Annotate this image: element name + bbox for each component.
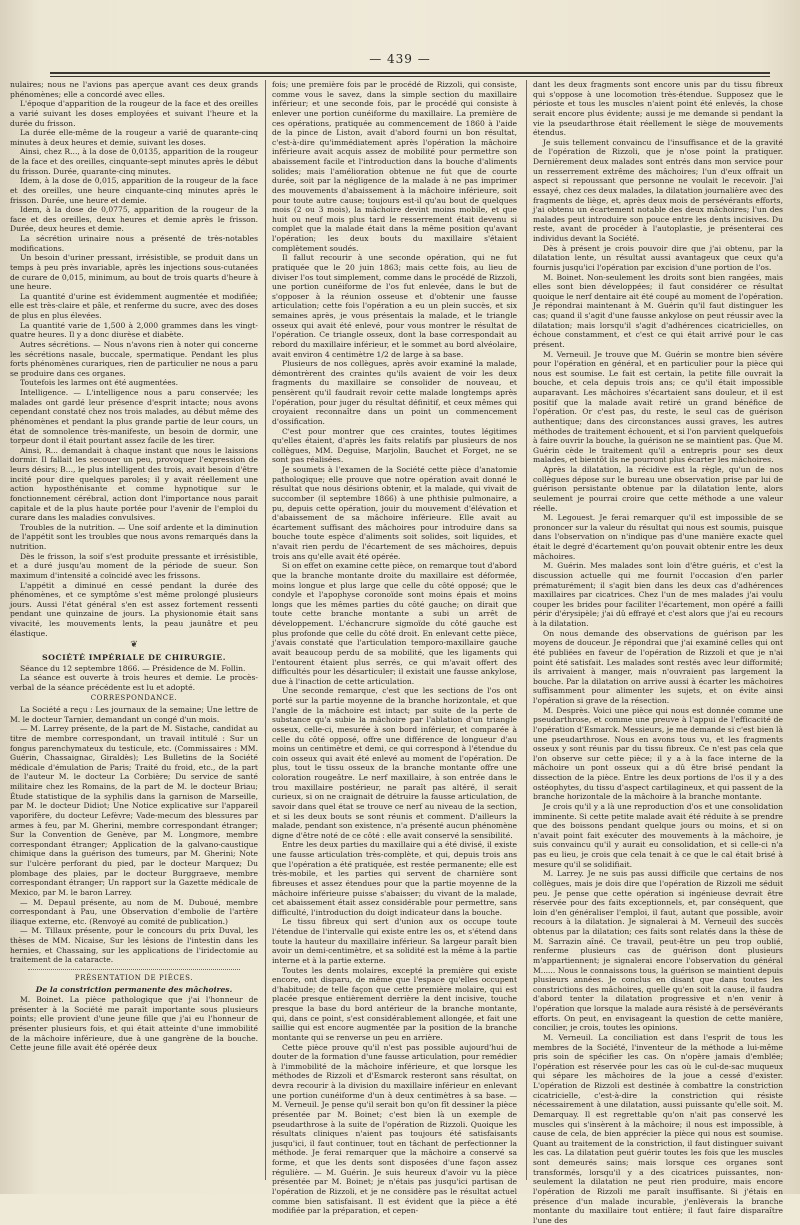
- paragraph: La séance est ouverte à trois heures et demie. Le procès-verbal de la séance précédente est lu et adopté.: [10, 673, 258, 692]
- column-3: [533, 80, 783, 1225]
- section-title: SOCIÉTÉ IMPÉRIALE DE CHIRURGIE.: [42, 652, 226, 662]
- paragraph: L'appétit a diminué en cessé pendant la durée des phénomènes, et ce symptôme s'est même prolongé plusieurs jours. Aussi l'état général s'en est assez fortement ressenti pendant une quinzaine de jours. La physionomie était sans vivacité, les mouvements lents, la peau jaunâtre et peu élastique.: [10, 580, 258, 638]
- paragraph: C'est pour montrer que ces craintes, toutes légitimes qu'elles étaient, d'après les faits relatifs par plusieurs de nos collègues, MM. Deguise, Marjolin, Bauchet et Forget, ne se sont pas réalisées.: [272, 426, 517, 465]
- header-rule-thin: [50, 76, 770, 77]
- paragraph: M. Boinet. Non-seulement les droits sont bien rangées, mais elles sont bien développées; il faut considérer ce résultat quoique le nerf dentaire ait été coupé au moment de l'opération. Je répondrai maintenant à M. Guérin qu'il faut distinguer les cas; quand il s'agit d'une fausse ankylose on peut réussir avec la dilatation; mais lorsqu'il s'agit d'adhérences cicatricielles, on échoue constamment, et c'est ce qui était arrivé pour le cas présent.: [533, 272, 783, 349]
- paragraph: Troubles de la nutrition. — Une soif ardente et la diminution de l'appétit sont les troubles que nous avons remarqués dans la nutrition.: [10, 522, 258, 551]
- paragraph: nulaires; nous ne l'avions pas aperçue avant ces deux grands phénomènes; elle a concordé avec elles.: [10, 80, 258, 99]
- paragraph: Séance du 12 septembre 1866. — Présidence de M. Follin.: [20, 663, 246, 673]
- paragraph: M. Guérin. Mes malades sont loin d'être guéris, et c'est la discussion actuelle qui me fournit l'occasion d'en parler prématurément; il s'agit bien dans les deux cas d'adhérences maxillaires par cicatrices. Chez l'un de mes malades j'ai voulu couper les brides pour faciliter l'écartement, mon opéré a failli périr d'érysipèle; j'ai dû effrayé et c'est alors que j'ai eu recours à la dilatation.: [533, 561, 783, 628]
- paragraph: Plusieurs de nos collègues, après avoir examiné la malade, démontrèrent des craintes qu'ils avaient de voir les deux fragments du maxillaire se consolider de nouveau, et pensèrent qu'il faudrait revoir cette malade longtemps après l'opération, pour juger du résultat définitif, et ceux mêmes qui croyaient reconnaître dans un point un commencement d'ossification.: [272, 359, 517, 426]
- paragraph: Un besoin d'uriner pressant, irrésistible, se produit dans un temps à peu près invariable, après les injections sous-cutanées de curare de 0,015, minimum, au bout de trois quarts d'heure à une heure.: [10, 253, 258, 292]
- column-2: [272, 80, 517, 1216]
- paragraph: La Société a reçu : Les journaux de la semaine; Une lettre de M. le docteur Tarnier, demandant un congé d'un mois.: [10, 705, 258, 724]
- paragraph: Intelligence. — L'intelligence nous a paru conservée; les malades ont gardé leur présence d'esprit intacte; nous avons cependant constaté chez nos trois malades, au début même des phénomènes et pendant la plus grande partie de leur cours, un état de somnolence très-manifeste, un besoin de dormir, une torpeur dont il était pourtant assez facile de les tirer.: [10, 388, 258, 446]
- paragraph: La quantité d'urine est évidemment augmentée et modifiée; elle est très-claire et pâle, et renferme du sucre, avec des doses de plus en plus élevées.: [10, 291, 258, 320]
- paragraph: Cette pièce prouve qu'il n'est pas possible aujourd'hui de douter de la formation d'une fausse articulation, pour remédier à l'immobilité de la mâchoire inférieure, et que lorsque les méthodes de Rizzoli et d'Esmarck resteront sans résultat, on devra recourir à la division du maxillaire inférieur en enlevant une portion cunéiforme d'un à deux centimètres à sa base. — M. Verneuil. Je pense qu'il serait bon qu'on fît dessiner la pièce présentée par M. Boinet; c'est bien là un exemple de pseudarthrose à la suite de l'opération de Rizzoli. Quoique les résultats cliniques n'aient pas toujours été satisfaisants jusqu'ici, il faut continuer, tout en tâchant de perfectionner la méthode. Je ferai remarquer que la mâchoire a conservé sa forme, et que les dents sont disposées d'une façon assez régulière. — M. Guérin. Je suis heureux d'avoir vu la pièce présentée par M. Boinet; je n'étais pas jusqu'ici partisan de l'opération de Rizzoli, et je ne considère pas le résultat actuel comme bien satisfaisant. Il est évident que la pièce a été modifiée par la préparation, et cepen-: [272, 1042, 517, 1216]
- page-number: — 439 —: [369, 52, 431, 66]
- column-divider: [526, 80, 527, 1180]
- paragraph: fois; une première fois par le procédé de Rizzoli, qui consiste, comme vous le savez, dans la simple section du maxillaire inférieur; et une seconde fois, par le procédé qui consiste à enlever une portion cunéiforme du maxillaire. La première de ces opérations, pratiquée au commencement de 1860 à l'aide de la pince de Liston, avait d'abord fourni un bon résultat, c'est-à-dire qu'immédiatement après l'opération la mâchoire inférieure avait acquis assez de mobilité pour permettre son abaissement facile et l'introduction dans la bouche d'aliments solides; mais l'amélioration obtenue ne fut que de courte durée, soit par la négligence de la malade à ne pas imprimer des mouvements d'abaissement à la mâchoire inférieure, soit pour toute autre cause; toujours est-il qu'au bout de quelques mois (2 ou 3 mois), la mâchoire devint moins mobile, et que huit ou neuf mois plus tard le resserrement était devenu si complet que la malade était dans la même position qu'avant l'opération; les deux bouts du maxillaire s'étaient complètement soudés.: [272, 80, 517, 253]
- paragraph: M. Desprès. Voici une pièce qui nous est donnée comme une pseudarthrose, et comme une preuve à l'appui de l'efficacité de l'opération d'Esmarck. Messieurs, je me demande si c'est bien là une pseudarthrose. Nous en avons tous vu, et les fragments osseux y sont réunis par du tissu fibreux. Ce n'est pas cela que l'on observe sur cette pièce; il y a à la face interne de la mâchoire un pont osseux qui a dû être brisé pendant la dissection de la pièce. Entre les deux portions de l'os il y a des ostéophytes, du tissu d'aspect cartilagineux, et qui passent de la branche horizontale de la mâchoire à la branche montante.: [533, 705, 783, 802]
- paragraph: Entre les deux parties du maxillaire qui a été divisé, il existe une fausse articulation très-complète, et qui, depuis trois ans que l'opération a été pratiquée, est restée permanente; elle est très-mobile, et les parties qui servent de charnière sont fibreuses et assez étendues pour que la partie moyenne de la mâchoire inférieure puisse s'abaisser; du vivant de la malade, cet abaissement était assez considérable pour permettre, sans difficulté, l'introduction du doigt indicateur dans la bouche.: [272, 840, 517, 917]
- paragraph: Après la dilatation, la récidive est la règle, qu'un de nos collègues dépose sur le bureau une observation prise par lui de guérison persistante obtenue par la dilatation lente, alors seulement je pourrai croire que cette méthode a une valeur réelle.: [533, 465, 783, 513]
- paragraph: Idem, à la dose de 0,015, apparition de la rougeur de la face et des oreilles, une heure cinquante-cinq minutes après le frisson. Durée, une heure et demie.: [10, 176, 258, 205]
- paragraph: Toutefois les larmes ont été augmentées.: [20, 378, 179, 388]
- subheading: De la constriction permanente des mâchoires.: [35, 984, 233, 994]
- paragraph: M. Verneuil. Je trouve que M. Guérin se montre bien sévère pour l'opération en général, et en particulier pour la pièce qui nous est soumise. Le fait est certain, la petite fille ouvrait la bouche, et cela depuis trois ans; ce qu'il était impossible auparavant. Les mâchoires s'écartaient sans douleur, et il est positif que la malade avait retiré un grand bénéfice de l'opération. Or c'est pas, du reste, le seul cas de guérison authentique; dans des circonstances aussi graves, les autres méthodes de traitement échouent, et si l'on parvient quelquefois à faire ouvrir la bouche, la guérison ne se maintient pas. Que M. Guérin cède le traitement qu'il a entrepris pour ses deux malades, et bientôt ils ne pourront plus écarter les mâchoires.: [533, 349, 783, 465]
- paragraph: Idem, à la dose de 0,0775, apparition de la rougeur de la face et des oreilles, deux heures et demie après le frisson. Durée, deux heures et demie.: [10, 205, 258, 234]
- paragraph: Si on effet on examine cette pièce, on remarque tout d'abord que la branche montante droite du maxillaire est déformée, moins longue et plus large que celle du côté opposé; que le condyle et l'apophyse coronoïde sont moins épais et moins longs que les mêmes parties du côté gauche; on dirait que toute cette branche montante a subi un arrêt de développement. L'échancrure sigmoïde du côté gauche est plus profonde que celle du côté droit. En enlevant cette pièce, j'avais constaté que l'articulation temporo-maxillaire gauche avait beaucoup perdu de sa mobilité, que les ligaments qui l'entourent étaient plus serrés, ce qui m'avait offert des difficultés pour les désarticuler; il existait une fausse ankylose, due à l'inaction de cette articulation.: [272, 561, 517, 686]
- column-divider: [265, 80, 266, 1180]
- paragraph: dant les deux fragments sont encore unis par du tissu fibreux qui s'oppose à une locomotion très-étendue. Supposez que le périoste et tous les muscles n'aient point été enlevés, la chose serait encore plus évidente; aussi je me demande si pendant la vie la pseudarthrose était réellement le siège de mouvements étendus.: [533, 80, 783, 138]
- paragraph: Autres sécrétions. — Nous n'avons rien à noter qui concerne les sécrétions nasale, buccale, spermatique. Pendant les plus forts phénomènes curariques, rien de particulier ne nous a paru se produire dans ces organes.: [10, 339, 258, 378]
- header-rule: [50, 72, 770, 74]
- paragraph: La quantité varie de 1,500 à 2,000 grammes dans les vingt-quatre heures. Il y a donc diurèse et diabète.: [10, 320, 258, 340]
- section-ornament: ❦: [130, 640, 138, 651]
- column-1: [10, 80, 258, 1180]
- paragraph: M. Verneuil. La conciliation est dans l'esprit de tous les membres de la Société, l'inventeur de la méthode a lui-même pris soin de spécifier les cas. On n'opère jamais d'emblée; l'opération est réservée pour les cas où le cul-de-sac muqueux qui sépare les mâchoires de la joue a cessé d'exister. L'opération de Rizzoli est destinée à combattre la constriction cicatricielle, c'est-à-dire la constriction qui résiste nécessairement à une dilatation, aussi puissante qu'elle soit. M. Demarquay. Il est regrettable qu'on n'ait pas conservé les muscles qui s'insèrent à la mâchoire; il nous est impossible, à cause de cela, de bien apprécier la pièce qui nous est soumise. Quant au traitement de la constriction, il faut distinguer suivant les cas. La dilatation peut guérir toutes les fois que les muscles sont demeurés sains; mais lorsque ces organes sont transformés, lorsqu'il y a des cicatrices puissantes, non-seulement la dilatation ne peut rien produire, mais encore l'opération de Rizzoli me paraît insuffisante. Si j'étais en présence d'un malade incurable, j'enlèverais la branche montante du maxillaire tout entière; il faut faire disparaître l'une des: [533, 1032, 783, 1225]
- paragraph: Dès à présent je crois pouvoir dire que j'ai obtenu, par la dilatation lente, un résultat aussi avantageux que ceux qu'a fournis jusqu'ici l'opération par excision d'une portion de l'os.: [533, 243, 783, 272]
- paragraph: Le tissu fibreux qui sert d'union aux os occupe toute l'étendue de l'intervalle qui existe entre les os, et s'étend dans toute la hauteur du maxillaire inférieur. Sa largeur paraît bien avoir un demi-centimètre, et sa solidité est la même à la partie interne et à la partie externe.: [272, 917, 517, 965]
- paragraph: Ainsi, chez R..., à la dose de 0,0135, apparition de la rougeur de la face et des oreilles, cinquante-sept minutes après le début du frisson. Durée, quarante-cinq minutes.: [10, 147, 258, 176]
- subheading: CORRESPONDANCE.: [90, 694, 178, 703]
- separator: [28, 969, 240, 970]
- paragraph: M. Boinet. La pièce pathologique que j'ai l'honneur de présenter à la Société me paraît importante sous plusieurs points; elle provient d'une jeune fille que j'ai eu l'honneur de présenter plusieurs fois, et qui était atteinte d'une immobilité de la mâchoire inférieure, due à une gangrène de la bouche. Cette jeune fille avait été opérée deux: [10, 995, 258, 1053]
- paragraph: On nous demande des observations de guérison par les moyens de douceur. Je répondrai que j'ai examiné celles qui ont été publiées en faveur de l'opération de Rizzoli et que je n'ai point été satisfait. Les malades sont restés avec leur difformité; ils arrivaient à manger, mais n'ouvraient pas largement la bouche. Par la dilatation on arrive aussi à écarter les mâchoires suffisamment pour alimenter les sujets, et on évite ainsi l'opération si grave de la résection.: [533, 628, 783, 705]
- paragraph: Une seconde remarque, c'est que les sections de l'os ont porté sur la partie moyenne de la branche horizontale, et que l'angle de la mâchoire est intact; par suite de la perte de substance qu'a subie la mâchoire par l'ablation d'un triangle osseux, celle-ci, mesurée à son bord inférieur, et comparée à celle du côté opposé, offre une différence de longueur d'au moins un centimètre et demi, ce qui correspond à l'étendue du coin osseux qui avait été enlevé au moment de l'opération. De plus, tout le tissu osseux de la branche montante offre une coloration rougeâtre. Le nerf maxillaire, à son entrée dans le trou maxillaire postérieur, ne paraît pas altéré, il serait curieux, si on ne craignait de détruire la fausse articulation, de savoir dans quel état se trouve ce nerf au niveau de la section, et si les deux bouts se sont réunis et comment. D'ailleurs la malade, pendant son existence, n'a présenté aucun phénomène digne d'être noté de ce côté : elle avait conservé la sensibilité.: [272, 686, 517, 840]
- paragraph: — M. Tillaux présente, pour le concours du prix Duval, les thèses de MM. Nicaise, Sur les lésions de l'intestin dans les hernies, et Chassaing, sur les applications de l'iridectomie au traitement de la cataracte.: [10, 926, 258, 965]
- paragraph: La sécrétion urinaire nous a présenté de très-notables modifications.: [10, 234, 258, 253]
- paragraph: Ainsi, R... demandait à chaque instant que nous le laissions dormir. Il fallait les secouer un peu, provoquer l'expression de leurs désirs; B..., le plus intelligent des trois, avait besoin d'être incité pour dire quelques paroles; il y avait réellement une action hyposthénisante et comme hypnotique sur le fonctionnement cérébral, action dont l'importance nous parait capitale et de la plus haute portée pour l'avenir de l'emploi du curare dans les maladies convulsives.: [10, 445, 258, 523]
- paragraph: Dès le frisson, la soif s'est produite pressante et irrésistible, et a duré jusqu'au moment de la période de sueur. Son maximum d'intensité a coïncidé avec les frissons.: [10, 551, 258, 580]
- paragraph: La durée elle-même de la rougeur a varié de quarante-cinq minutes à deux heures et demie, suivant les doses.: [10, 128, 258, 147]
- paragraph: — M. Larrey présente, de la part de M. Sistache, candidat au titre de membre correspondant, un travail intitulé : Sur un fongus parenchymateux du testicule, etc. (Commissaires : MM. Guérin, Chassaignac, Giraldès); Les Bulletins de la Société médicale d'émulation de Paris; Traité du froid, etc., de la part de l'auteur M. le docteur La Corbière; Du service de santé militaire chez les Romains, de la part de M. le docteur Briau; Étude statistique de la syphilis dans la garnison de Marseille, par M. le docteur Didiot; Une Notice explicative sur l'appareil vaporifère, du docteur Lefèvre; Vade-mecum des blessures par armes à feu, par M. Gherini, membre correspondant étranger; Sur la Convention de Genève, par M. Longmore, membre correspondant étranger; Application de la galvano-caustique chimique dans la guérison des tumeurs, par M. Gherini; Note sur l'ulcère perforant du pied, par le docteur Marquez; Du plombage des plaies, par le docteur Burggraeve, membre correspondant étranger; Un rapport sur la Gazette médicale de Mexico, par M. le baron Larrey.: [10, 724, 258, 897]
- paragraph: L'époque d'apparition de la rougeur de la face et des oreilles a varié suivant les doses employées et suivant l'heure et la durée du frisson.: [10, 99, 258, 128]
- paragraph: — M. Depaul présente, au nom de M. Duboué, membre correspondant à Pau, une Observation d'embolie de l'artère iliaque externe, etc. (Renvoyé au comité de publication.): [10, 897, 258, 926]
- paragraph: Je soumets à l'examen de la Société cette pièce d'anatomie pathologique; elle prouve que notre opération avait donné le résultat que nous désirions obtenir, et la malade, qui vivait de succomber (il septembre 1866) à une phthisie pulmonaire, a pu, depuis cette opération, jouir du mouvement d'élévation et d'abaissement de sa mâchoire inférieure. Elle avait au écartement suffisant des mâchoires pour introduire dans sa bouche toute espèce d'aliments soit solides, soit liquides, et n'avait rien perdu de l'écartement de ses mâchoires, depuis trois ans qu'elle avait été opérée.: [272, 465, 517, 561]
- paragraph: M. Larrey. Je ne suis pas aussi difficile que certains de nos collègues, mais je dois dire que l'opération de Rizzoli me séduit peu. Je pense que cette opération si ingénieuse devrait être réservée pour des faits exceptionnels, et, par conséquent, que loin d'en généraliser l'emploi, il faut, autant que possible, avoir recours à la dilatation. Je signalerai à M. Verneuil des succès obtenus par la dilatation; ces faits sont relatés dans la thèse de M. Sarrazin aîné. Ce travail, peut-être un peu trop oublié, renferme plusieurs cas de guérison dont plusieurs m'appartiennent; je signalerai encore l'observation du général M...... Nous le connaissons tous, la guérison se maintient depuis plusieurs années. Je conclus en disant que dans toutes les constrictions des mâchoires, quelle qu'en soit la cause, il faudra d'abord tenter la dilatation progressive et n'en venir à l'opération que lorsque la malade aura résisté à de persévérants efforts. On peut, en envisageant la question de cette manière, concilier, je crois, toutes les opinions.: [533, 869, 783, 1033]
- paragraph: Je crois qu'il y a là une reproduction d'os et une consolidation imminente. Si cette petite malade avait été réduite à se prendre que des boissons pendant quelque jours ou moins, et si on n'avait point fait exécuter des mouvements à la mâchoire, je suis convaincu qu'il y aurait eu consolidation, et si celle-ci n'a pas eu lieu, je crois que cela tenait à ce que le cal était brisé à mesure qu'il se solidifiait.: [533, 801, 783, 869]
- paragraph: Il fallut recourir à une seconde opération, qui ne fut pratiquée que le 20 juin 1863; mais cette fois, au lieu de diviser l'os tout simplement, comme dans le procédé de Rizzoli, une portion cunéiforme de l'os fut enlevée, dans le but de s'opposer à la réunion osseuse et d'obtenir une fausse articulation; cette fois l'opération a eu un plein succès, et six semaines après, je vous présentais la malade, et le triangle osseux qui avait été enlevé, pour vous montrer le résultat de l'opération. Ce triangle osseux, dont la base correspondait au rebord du maxillaire inférieur, et le sommet au bord alvéolaire, avait environ 4 centimètre 1/2 de large à sa base.: [272, 253, 517, 359]
- paragraph: M. Legouest. Je ferai remarquer qu'il est impossible de se prononcer sur la valeur du résultat qui nous est soumis, puisque dans l'observation on n'indique pas d'une manière exacte quel était le degré d'écartement qu'on pouvait obtenir entre les deux mâchoires.: [533, 513, 783, 561]
- paragraph: Toutes les dents molaires, excepté la première qui existe encore, ont disparu, de même que l'espace qu'elles occupent d'habitude; de telle façon que cette première molaire, qui est placée presque entièrement derrière la dent incisive, touche presque la base du bord antérieur de la branche montante, qui, dans ce point, s'est considérablement allongée, et fait une saillie qui est encore augmentée par la position de la branche montante qui se renverse un peu en arrière.: [272, 965, 517, 1042]
- subheading: PRÉSENTATION DE PIÈCES.: [74, 973, 194, 982]
- paragraph: Je suis tellement convaincu de l'insuffisance et de la gravité de l'opération de Rizzoli, que je n'ose point la pratiquer. Dernièrement deux malades sont entrés dans mon service pour un resserrement extrême des mâchoires; l'un d'eux offrait un aspect si repoussant que personne ne voulait le recevoir. J'ai essayé, chez ces deux malades, la dilatation journalière avec des fragments de liège, et, après deux mois de persévérants efforts, j'ai obtenu un écartement notable des deux mâchoires; l'un des malades peut introduire son pouce entre les dents incisives. Du reste, avant de procéder à l'autoplastie, je présenterai ces individus devant la Société.: [533, 137, 783, 243]
